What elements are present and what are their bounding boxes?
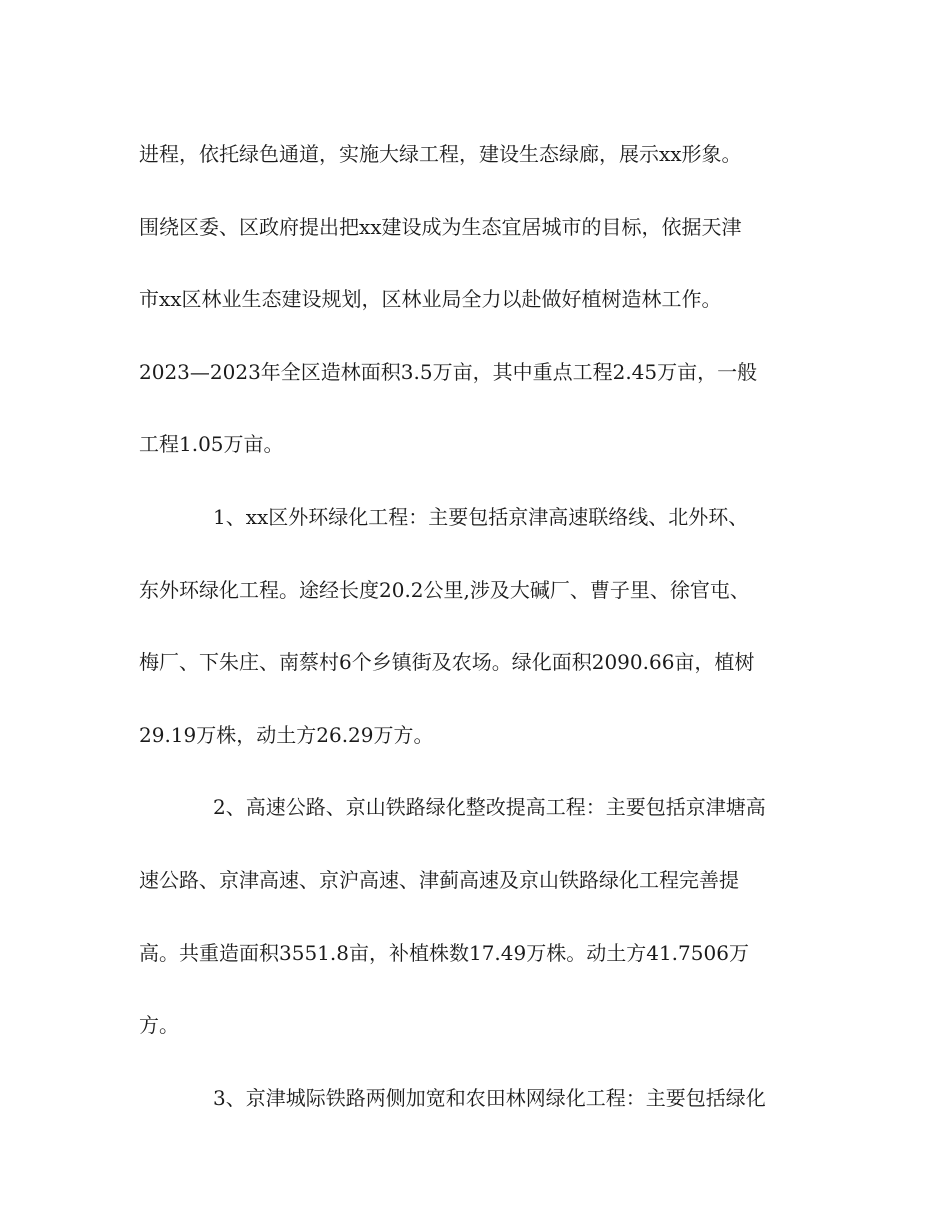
text-line: 2023—2023年全区造林面积3.5万亩，其中重点工程2.45万亩，一般 — [139, 359, 758, 384]
text-line: 梅厂、下朱庄、南蔡村6个乡镇街及农场。绿化面积2090.66亩，植树 — [139, 650, 755, 675]
text-line: 工程1.05万亩。 — [139, 432, 284, 457]
text-line: 高。共重造面积3551.8亩，补植株数17.49万株。动土方41.7506万 — [139, 940, 749, 965]
text-line: 东外环绿化工程。途经长度20.2公里,涉及大碱厂、曹子里、徐官屯、 — [139, 577, 750, 602]
text-line: 市xx区林业生态建设规划，区林业局全力以赴做好植树造林工作。 — [139, 287, 722, 312]
paragraph-1-first-line: 1、xx区外环绿化工程：主要包括京津高速联络线、北外环、 — [213, 504, 749, 529]
document-body — [139, 118, 815, 1134]
text-line: 29.19万株，动土方26.29万方。 — [139, 722, 434, 747]
paragraph-3-first-line: 3、京津城际铁路两侧加宽和农田林网绿化工程：主要包括绿化 — [213, 1085, 766, 1110]
text-line: 速公路、京津高速、京沪高速、津蓟高速及京山铁路绿化工程完善提 — [139, 867, 739, 892]
paragraph-2-first-line: 2、高速公路、京山铁路绿化整改提高工程：主要包括京津塘高 — [213, 795, 766, 820]
text-line: 围绕区委、区政府提出把xx建设成为生态宜居城市的目标，依据天津 — [139, 214, 742, 239]
text-line: 方。 — [139, 1013, 179, 1038]
text-line: 进程，依托绿色通道，实施大绿工程，建设生态绿廊，展示xx形象。 — [139, 142, 742, 166]
